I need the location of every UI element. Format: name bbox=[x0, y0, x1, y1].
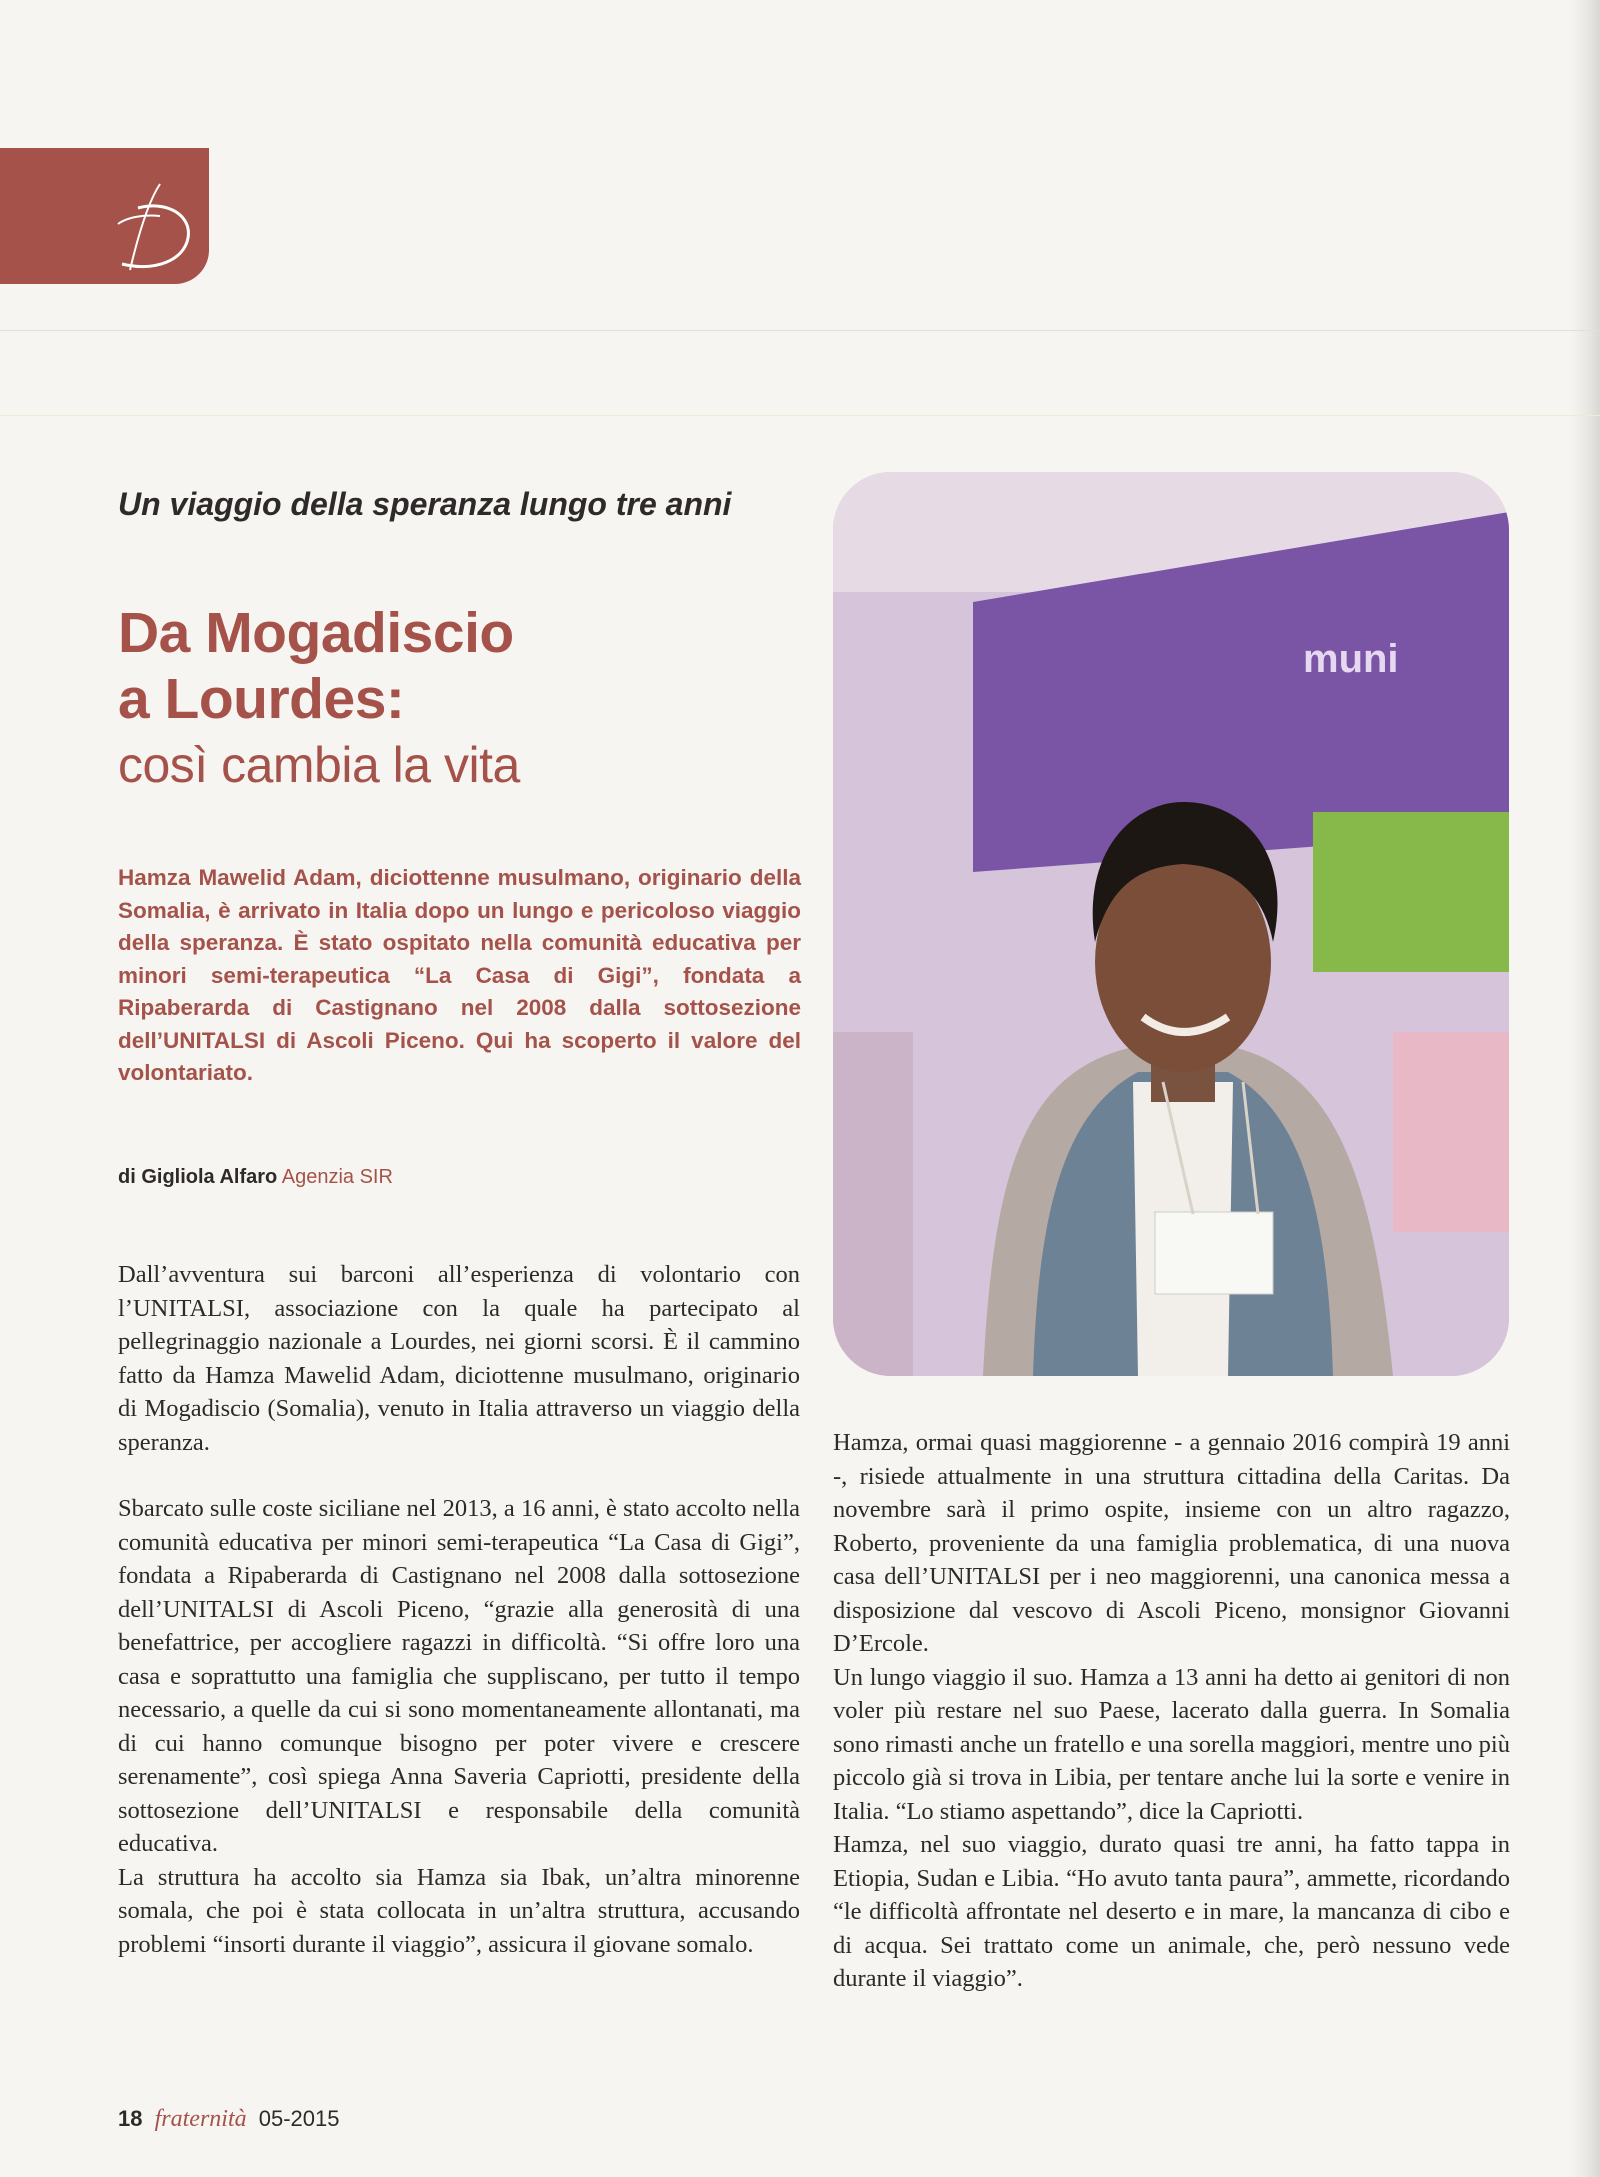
byline-agency: Agenzia SIR bbox=[281, 1166, 393, 1188]
page-footer bbox=[118, 2106, 340, 2133]
byline-author: di Gigliola Alfaro bbox=[118, 1166, 278, 1188]
issue-number: 05-2015 bbox=[258, 2106, 340, 2131]
logo-d-icon bbox=[108, 176, 198, 276]
header-rule-bottom bbox=[0, 415, 1600, 416]
article-subhead: così cambia la vita bbox=[118, 737, 520, 793]
body-paragraph: La struttura ha accolto sia Hamza sia Ibak, un’altra minorenne somala, che poi è stata collocata in un’altra struttura, accusando problemi “insorti durante il viaggio”, assicura il giovane somalo. bbox=[118, 1863, 800, 1958]
article-headline bbox=[118, 600, 514, 732]
photo-banner-text: muni bbox=[1303, 637, 1399, 681]
section-logo-tab bbox=[0, 148, 209, 284]
body-column-right bbox=[833, 1426, 1510, 1996]
article-kicker: Un viaggio della speranza lungo tre anni bbox=[118, 486, 732, 522]
body-paragraph: Sbarcato sulle coste siciliane nel 2013, a 16 anni, è stato accolto nella comunità educativa per minori semi-terapeutica “La Casa di Gigi”, fondata a Ripaberarda di Castignano nel 2008 dalla sottosezione dell’UNITALSI di Ascoli Piceno, “grazie alla generosità di una benefattrice, per accogliere ragazzi in difficoltà. “Si offre loro una casa e soprattutto una famiglia che suppliscano, per tutto il tempo necessario, a quelle da cui si sono momentaneamente allontanati, ma di cui hanno comunque bisogno per poter vivere e crescere serenamente”, così spiega Anna Saveria Capriotti, presidente della sottosezione dell’UNITALSI e responsabile della comunità educativa. bbox=[118, 1495, 800, 1857]
headline-line-1: Da Mogadiscio bbox=[118, 601, 514, 665]
page-gutter-shadow bbox=[1570, 0, 1600, 2177]
article-byline bbox=[118, 1166, 393, 1189]
body-paragraph: Hamza, nel suo viaggio, durato quasi tre anni, ha fatto tappa in Etiopia, Sudan e Libia. “Ho avuto tanta paura”, ammette, ricordando “le difficoltà affrontate nel deserto e in mare, la mancanza di cibo e di acqua. Sei trattato come un animale, che, però nessuno vede durante il viaggio”. bbox=[833, 1831, 1510, 1992]
page-number: 18 bbox=[118, 2106, 143, 2131]
body-column-left bbox=[118, 1258, 800, 1961]
body-paragraph: Hamza, ormai quasi maggiorenne - a gennaio 2016 compirà 19 anni -, risiede attualmente in una struttura cittadina della Caritas. Da novembre sarà il primo ospite, insieme con un altro ragazzo, Roberto, proveniente da una famiglia problematica, di una nuova casa dell’UNITALSI per i neo maggiorenni, una canonica messa a disposizione dal vescovo di Ascoli Piceno, monsignor Giovanni D’Ercole. bbox=[833, 1429, 1510, 1657]
headline-line-2: a Lourdes: bbox=[118, 667, 405, 731]
header-rule-top bbox=[0, 330, 1600, 331]
article-lead: Hamza Mawelid Adam, diciottenne musulmano, originario della Somalia, è arrivato in Italia dopo un lungo e pericoloso viaggio della speranza. È stato ospitato nella comunità educativa per minori semi-terapeutica “La Casa di Gigi”, fondata a Ripaberarda di Castignano nel 2008 dalla sottosezione dell’UNITALSI di Ascoli Piceno. Qui ha scoperto il valore del volontariato. bbox=[118, 865, 801, 1085]
body-paragraph: Un lungo viaggio il suo. Hamza a 13 anni ha detto ai genitori di non voler più restare nel suo Paese, lacerato dalla guerra. In Somalia sono rimasti anche un fratello e una sorella maggiori, mentre uno più piccolo già si trova in Libia, per tentare anche lui la sorte e venire in Italia. “Lo stiamo aspettando”, dice la Capriotti. bbox=[833, 1663, 1510, 1825]
magazine-name: fraternità bbox=[154, 2106, 247, 2132]
article-photo bbox=[833, 472, 1509, 1376]
body-paragraph: Dall’avventura sui barconi all’esperienza di volontario con l’UNITALSI, associazione con la quale ha partecipato al pellegrinaggio nazionale a Lourdes, nei giorni scorsi. È il cammino fatto da Hamza Mawelid Adam, diciottenne musulmano, originario di Mogadiscio (Somalia), venuto in Italia attraverso un viaggio della speranza. bbox=[118, 1261, 800, 1456]
